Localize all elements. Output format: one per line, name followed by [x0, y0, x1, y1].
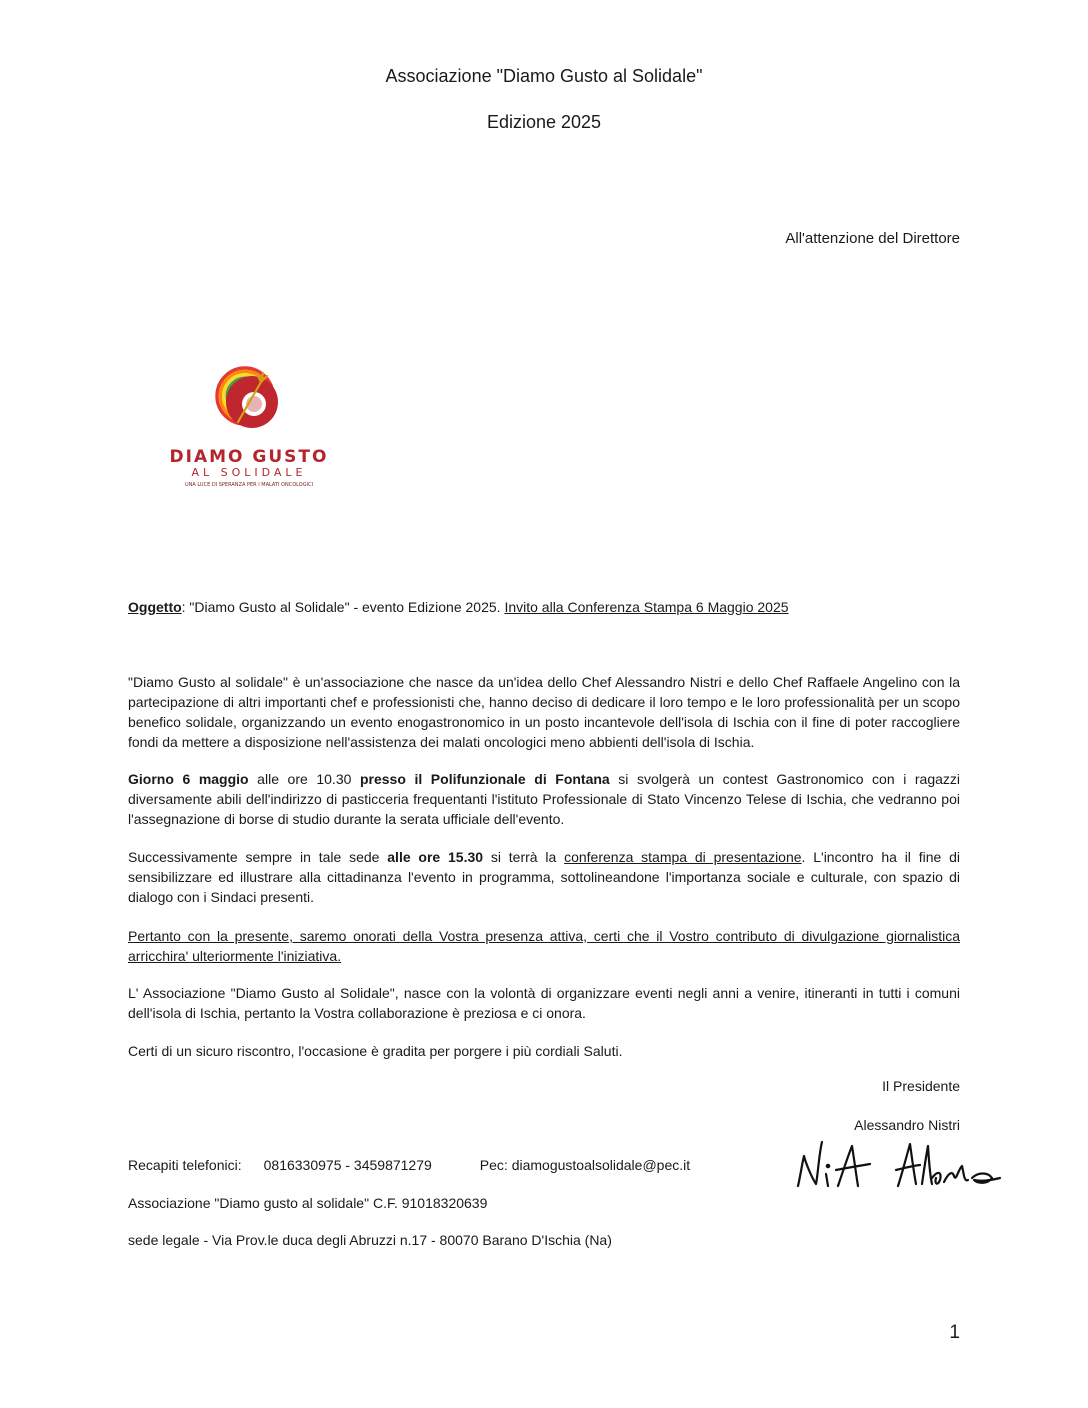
time-highlight: alle ore 15.30 [387, 849, 484, 865]
p3-text-2: si terrà la [483, 849, 565, 865]
p3-text-1: Successivamente sempre in tale sede [128, 849, 388, 865]
edition-label: Edizione 2025 [486, 112, 602, 132]
date-highlight: Giorno 6 maggio [128, 771, 249, 787]
logo-wordmark: DIAMO GUSTO [169, 447, 329, 467]
phone-numbers: 0816330975 - 3459871279 [263, 1157, 432, 1173]
p2-text-2: si svolgerà un contest Gastronomico con i ragazzi diversamente abili dell'indirizzo di pasticceria frequentanti l'istituto Professionale di Stato Vincenzo Telese di Ischia, che vedranno poi l'assegnazione di borse di studio durante la serata ufficiale dell'evento. [128, 771, 961, 827]
signoff-name: Alessandro Nistri [854, 1117, 960, 1133]
p2-text-1: alle ore 10.30 [248, 771, 360, 787]
document-title: Associazione "Diamo Gusto al Solidale" [385, 66, 703, 86]
venue-highlight: presso il Polifunzionale di Fontana [359, 771, 610, 787]
legal-address: sede legale - Via Prov.le duca degli Abruzzi n.17 - 80070 Barano D'Ischia (Na) [128, 1232, 612, 1248]
p3-text-3: . L'incontro ha il fine di sensibilizzare ed illustrare alla cittadinanza l'evento in programma, sottolineandone l'importanza sociale e culturale, con spazio di dialogo con i Sindaci presenti. [128, 849, 960, 905]
logo-subword: AL SOLIDALE [191, 466, 307, 479]
paragraph-closing: Certi di un sicuro riscontro, l'occasione è gradita per porgere i più cordiali Saluti. [128, 1043, 623, 1059]
subject-text: "Diamo Gusto al Solidale" - evento Edizione 2025. [185, 599, 505, 615]
subject-label: Oggetto [128, 599, 182, 615]
fiscal-code-line: Associazione "Diamo gusto al solidale" C.F. 91018320639 [128, 1195, 488, 1211]
subject-colon: : [181, 599, 186, 615]
press-conference-label: conferenza stampa di presentazione [564, 849, 802, 865]
subject-line [128, 597, 960, 617]
paragraph-contest [128, 769, 960, 829]
contacts-line [128, 1155, 960, 1175]
paragraph-invitation: Pertanto con la presente, saremo onorati della Vostra presenza attiva, certi che il Vostro contributo di divulgazione giornalistica arricchira' ulteriormente l'iniziativa. [128, 928, 960, 964]
subject-invitation: Invito alla Conferenza Stampa 6 Maggio 2025 [504, 599, 789, 615]
signoff-role: Il Presidente [882, 1078, 960, 1094]
pec-email: Pec: diamogustoalsolidale@pec.it [479, 1157, 691, 1173]
page-number: 1 [949, 1322, 960, 1343]
addressee: All'attenzione del Direttore [785, 230, 960, 247]
logo-emblem-icon [158, 362, 340, 492]
association-logo [158, 362, 340, 492]
phones-label: Recapiti telefonici: [128, 1157, 242, 1173]
logo-tagline: UNA LUCE DI SPERANZA PER I MALATI ONCOLOGICI [184, 482, 314, 488]
paragraph-association: L' Associazione "Diamo Gusto al Solidale", nasce con la volontà di organizzare eventi negli anni a venire, itineranti in tutti i comuni dell'isola di Ischia, pertanto la Vostra collaborazione è preziosa e ci onora. [128, 985, 960, 1021]
paragraph-intro: "Diamo Gusto al solidale" è un'associazione che nasce da un'idea dello Chef Alessandro Nistri e dello Chef Raffaele Angelino con la partecipazione di altri importanti chef e professionisti che, hanno deciso di dedicare il loro tempo e le loro professionalità per un scopo benefico solidale, organizzando un evento enogastronomico in un posto incantevole dell'isola di Ischia con il fine di poter raccogliere fondi da mettere a disposizione nell'assistenza dei malati oncologici meno abbienti dell'isola di Ischia. [128, 674, 960, 750]
paragraph-press-conference [128, 847, 960, 907]
